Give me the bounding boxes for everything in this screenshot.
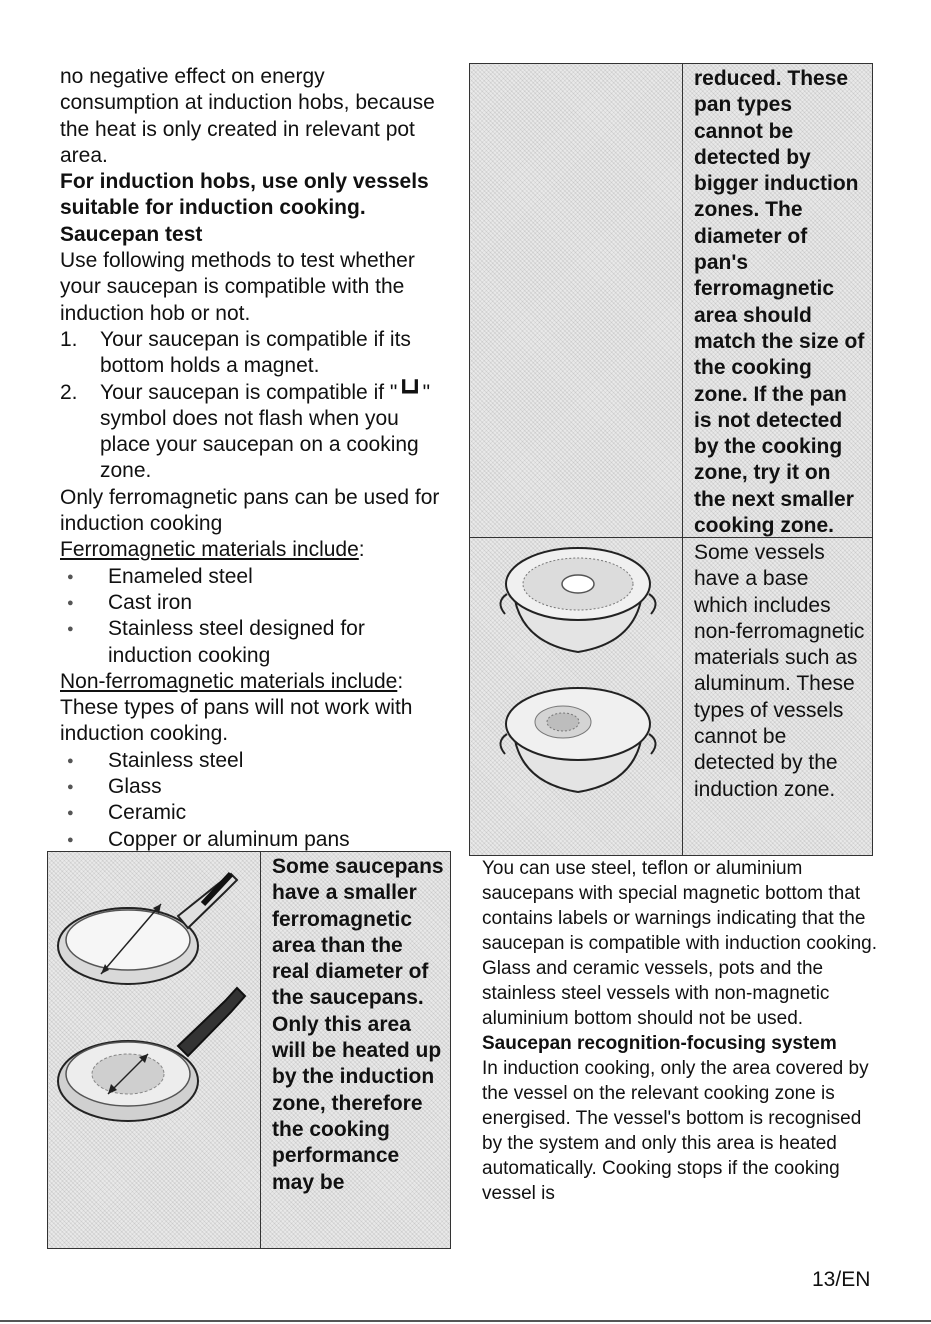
bullet-icon: ● — [67, 754, 74, 767]
ferro-list — [60, 564, 445, 669]
nonferro-intro: These types of pans will not work with induction cooking. — [60, 696, 413, 746]
bullet-icon: ● — [67, 781, 74, 794]
smaller-area-note: Some saucepans have a smaller ferromagnetic area than the real diameter of the saucepans. Only this area will be heated up by the induction zone, therefore the cooking performance may be — [272, 855, 444, 1194]
list-item: ● Copper or aluminum pans — [60, 827, 445, 853]
bullet-icon: ● — [67, 623, 74, 636]
pan-illustration-box — [47, 851, 451, 1249]
bullet-icon: ● — [67, 833, 74, 846]
detection-note: reduced. These pan types cannot be detected by bigger induction zones. The diameter of pan's ferromagnetic area should match the size of the cooking zone. If the pan is not detected by the cooking zone, try it on the next smaller cooking zone. — [694, 67, 865, 538]
recognition-paragraph: In induction cooking, only the area covered by the vessel on the relevant cooking zone is energised. The vessel's bottom is recognised by the system and only this area is heated automatically. Cooking stops if the cooking vessel is — [482, 1058, 869, 1204]
page-number: 13/EN — [812, 1268, 871, 1291]
frying-pan-illustration — [53, 856, 258, 1246]
ferro-heading-line: Ferromagnetic materials include: — [60, 538, 365, 562]
list-item: ● Cast iron — [60, 590, 445, 616]
vessel-base-box — [469, 537, 873, 856]
step-text: Your saucepan is compatible if "┗┛" symbol does not flash when you place your saucepan on a cooking zone. — [100, 380, 431, 483]
nonferro-heading-line: Non-ferromagnetic materials include: — [60, 669, 404, 693]
box-divider — [682, 64, 683, 538]
bullet-icon: ● — [67, 807, 74, 820]
recognition-heading: Saucepan recognition-focusing system — [482, 1033, 837, 1054]
saucepan-test-heading: Saucepan test — [60, 222, 203, 246]
step-number: 1. — [60, 327, 78, 351]
bottom-rule — [0, 1320, 931, 1322]
step-text: Your saucepan is compatible if its bottom holds a magnet. — [100, 327, 411, 378]
saucepan-test-intro: Use following methods to test whether your saucepan is compatible with the induction hob or not. — [60, 249, 415, 325]
detection-note-box — [469, 63, 873, 539]
test-steps — [60, 327, 445, 485]
nonferro-list — [60, 748, 445, 853]
box-divider — [260, 852, 261, 1248]
warning-line: For induction hobs, use only vessels suitable for induction cooking. — [60, 170, 429, 220]
step-number: 2. — [60, 380, 78, 404]
list-item: ● Stainless steel — [60, 748, 445, 774]
nonferro-heading: Non-ferromagnetic materials include — [60, 669, 398, 693]
vessel-illustration — [475, 542, 680, 852]
left-column — [60, 64, 445, 853]
right-column — [482, 856, 877, 1206]
test-step — [60, 380, 445, 485]
list-item: ● Glass — [60, 774, 445, 800]
box-divider — [682, 538, 683, 855]
list-item: ● Stainless steel designed for induction cooking — [67, 617, 365, 667]
bullet-icon: ● — [67, 570, 74, 583]
list-item: ● Ceramic — [60, 800, 445, 826]
test-step — [60, 327, 445, 380]
intro-paragraph: no negative effect on energy consumption at induction hobs, because the heat is only created in relevant pot area. — [60, 65, 435, 167]
list-item: ● Enameled steel — [60, 564, 445, 590]
vessel-base-note: Some vessels have a base which includes non-ferromagnetic materials such as aluminum. These types of vessels cannot be detected by the induction zone. — [694, 541, 865, 801]
ferro-heading: Ferromagnetic materials include — [60, 538, 359, 562]
bullet-icon: ● — [67, 596, 74, 609]
usable-saucepans-paragraph: You can use steel, teflon or aluminium saucepans with special magnetic bottom that contains labels or warnings indicating that the saucepan is compatible with induction cooking. Glass and ceramic vessels, pots and the stainless steel vessels with non-magnetic aluminium bottom should not be used. — [482, 858, 878, 1029]
only-ferromagnetic-note: Only ferromagnetic pans can be used for induction cooking — [60, 485, 440, 536]
